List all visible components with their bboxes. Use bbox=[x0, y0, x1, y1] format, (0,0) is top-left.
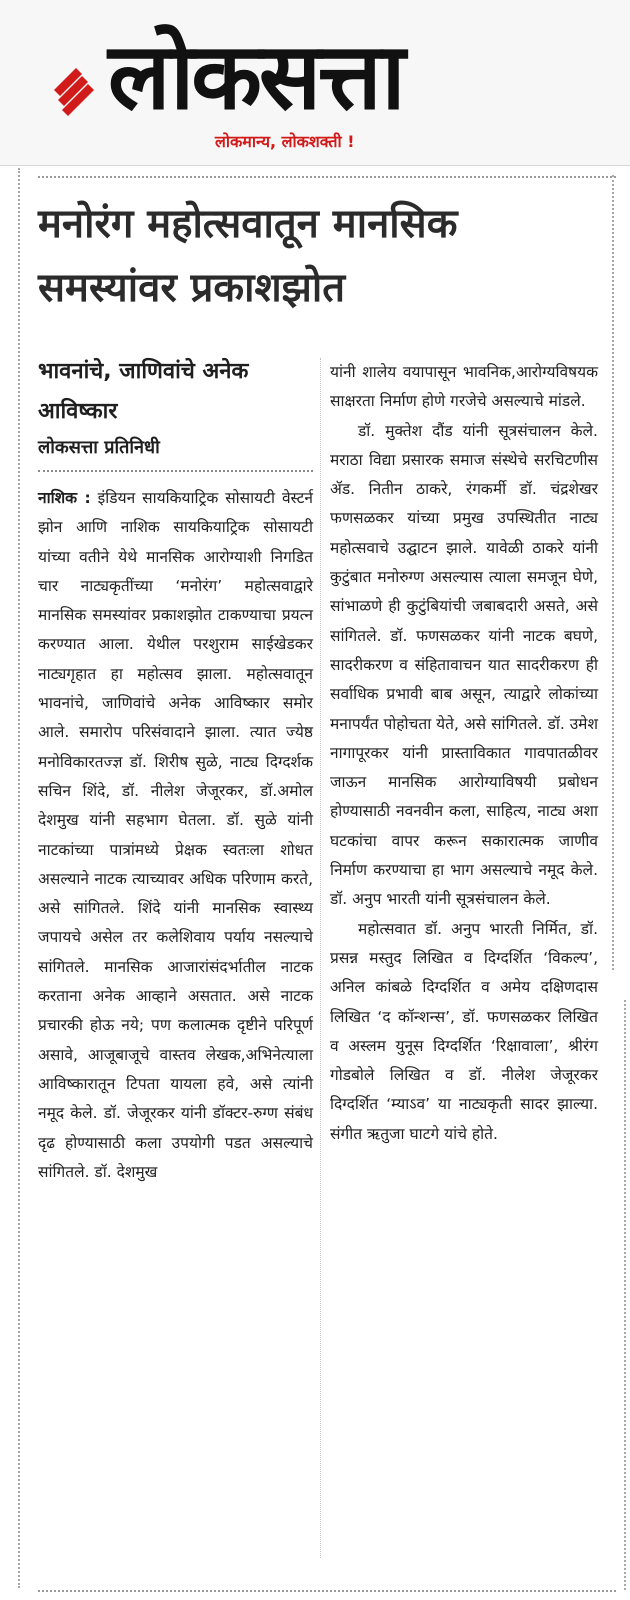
column-divider bbox=[320, 358, 321, 1558]
article-deck: भावनांचे, जाणिवांचे अनेक आविष्कार bbox=[38, 359, 249, 424]
article-headline: मनोरंग महोत्सवातून मानसिक समस्यांवर प्रकाशझोत bbox=[38, 201, 458, 311]
left-column bbox=[38, 484, 313, 1187]
article-byline: लोकसत्ता प्रतिनिधी bbox=[38, 437, 160, 458]
left-column-text: इंडियन सायकियाट्रिक सोसायटी वेस्टर्न झोन आणि नाशिक सायकियाट्रिक सोसायटी यांच्या वतीने येथे मानसिक आरोग्याशी निगडित चार नाट्यकृतींच्या ‘मनोरंग’ महोत्सवाद्वारे मानसिक समस्यांवर प्रकाशझोत टाकण्याचा प्रयत्न करण्यात आला. येथील परशुराम साईखेडकर नाट्यगृहात हा महोत्सव झाला. महोत्सवातून भावनांचे, जाणिवांचे अनेक आविष्कार समोर आले. समारोप परिसंवादाने झाला. त्यात ज्येष्ठ मनोविकारतज्ज्ञ डॉ. शिरीष सुळे, नाट्य दिग्दर्शक सचिन शिंदे, डॉ. नीलेश जेजूरकर, डॉ.अमोल देशमुख यांनी सहभाग घेतला. डॉ. सुळे यांनी नाटकांच्या पात्रांमध्ये प्रेक्षक स्वतःला शोधत असल्याने नाटक त्याच्यावर अधिक परिणाम करते, असे सांगितले. शिंदे यांनी मानसिक स्वास्थ्य जपायचे असेल तर कलेशिवाय पर्याय नसल्याचे सांगितले. मानसिक आजारांसंदर्भातील नाटक करताना अनेक आव्हाने असतात. असे नाटक प्रचारकी होऊ नये; पण कलात्मक दृष्टीने परिपूर्ण असावे, आजूबाजूचे वास्तव लेखक,अभिनेत्याला आविष्कारातून टिपता यायला हवे, असे त्यांनी नमूद केले. डॉ. जेजूरकर यांनी डॉक्टर-रुग्ण संबंध दृढ होण्यासाठी कला उपयोगी पडत असल्याचे सांगितले. डॉ. देशमुख bbox=[38, 489, 314, 1181]
body-paragraph bbox=[38, 484, 313, 1187]
body-paragraph-3: महोत्सवात डॉ. अनुप भारती निर्मित, डॉ. प्रसन्न मस्तुद लिखित व दिग्दर्शित ‘विकल्प’, अनिल कांबळे दिग्दर्शित व अमेय दक्षिणदास लिखित ‘द कॉन्शन्स’, डॉ. फणसळकर लिखित व अस्लम युनूस दिग्दर्शित ‘रिक्षावाला’, श्रीरंग गोडबोले लिखित व डॉ. नीलेश जेजूरकर दिग्दर्शित ‘म्याऽव’ या नाट्यकृती सादर झाल्या. संगीत ऋतुजा घाटगे यांचे होते. bbox=[330, 919, 598, 1143]
byline-divider bbox=[38, 470, 313, 472]
tagline: लोकमान्य, लोकशक्ती ! bbox=[215, 132, 355, 151]
dateline: नाशिक : bbox=[38, 489, 91, 507]
bottom-divider bbox=[38, 1590, 616, 1592]
right-margin-rule-bottom bbox=[624, 1000, 626, 1590]
left-margin-rule bbox=[18, 168, 20, 1588]
right-column bbox=[330, 358, 598, 1149]
top-divider bbox=[38, 176, 616, 178]
right-margin-rule-top bbox=[612, 175, 614, 970]
logo-stripes-icon bbox=[52, 60, 100, 122]
body-paragraph-2: डॉ. मुक्तेश दौंड यांनी सूत्रसंचालन केले. मराठा विद्या प्रसारक समाज संस्थेचे सरचिटणीस ॲड. नितीन ठाकरे, रंगकर्मी डॉ. चंद्रशेखर फणसळकर यांच्या प्रमुख उपस्थितीत नाट्य महोत्सवाचे उद्घाटन झाले. यावेळी ठाकरे यांनी कुटुंबात मनोरुग्ण असल्यास त्याला समजून घेणे, सांभाळणे ही कुटुंबियांची जबाबदारी असते, असे सांगितले. डॉ. फणसळकर यांनी नाटक बघणे, सादरीकरण व संहितावाचन यात सादरीकरण ही सर्वाधिक प्रभावी बाब असून, त्याद्वारे लोकांच्या मनापर्यंत पोहोचता येते, असे सांगितले. डॉ. उमेश नागापूरकर यांनी प्रास्ताविकात गावपातळीवर जाऊन मानसिक आरोग्याविषयी प्रबोधन होण्यासाठी नवनवीन कला, साहित्य, नाट्य अशा घटकांचा वापर करून सकारात्मक जाणीव निर्माण करण्याचा हा भाग असल्याचे नमूद केले. डॉ. अनुप भारती यांनी सूत्रसंचालन केले. bbox=[330, 421, 598, 909]
newspaper-logo: लोकसत्ता bbox=[108, 23, 403, 130]
masthead bbox=[0, 0, 630, 166]
body-paragraph-1: यांनी शालेय वयापासून भावनिक,आरोग्यविषयक साक्षरता निर्माण होणे गरजेचे असल्याचे मांडले. bbox=[330, 363, 598, 411]
